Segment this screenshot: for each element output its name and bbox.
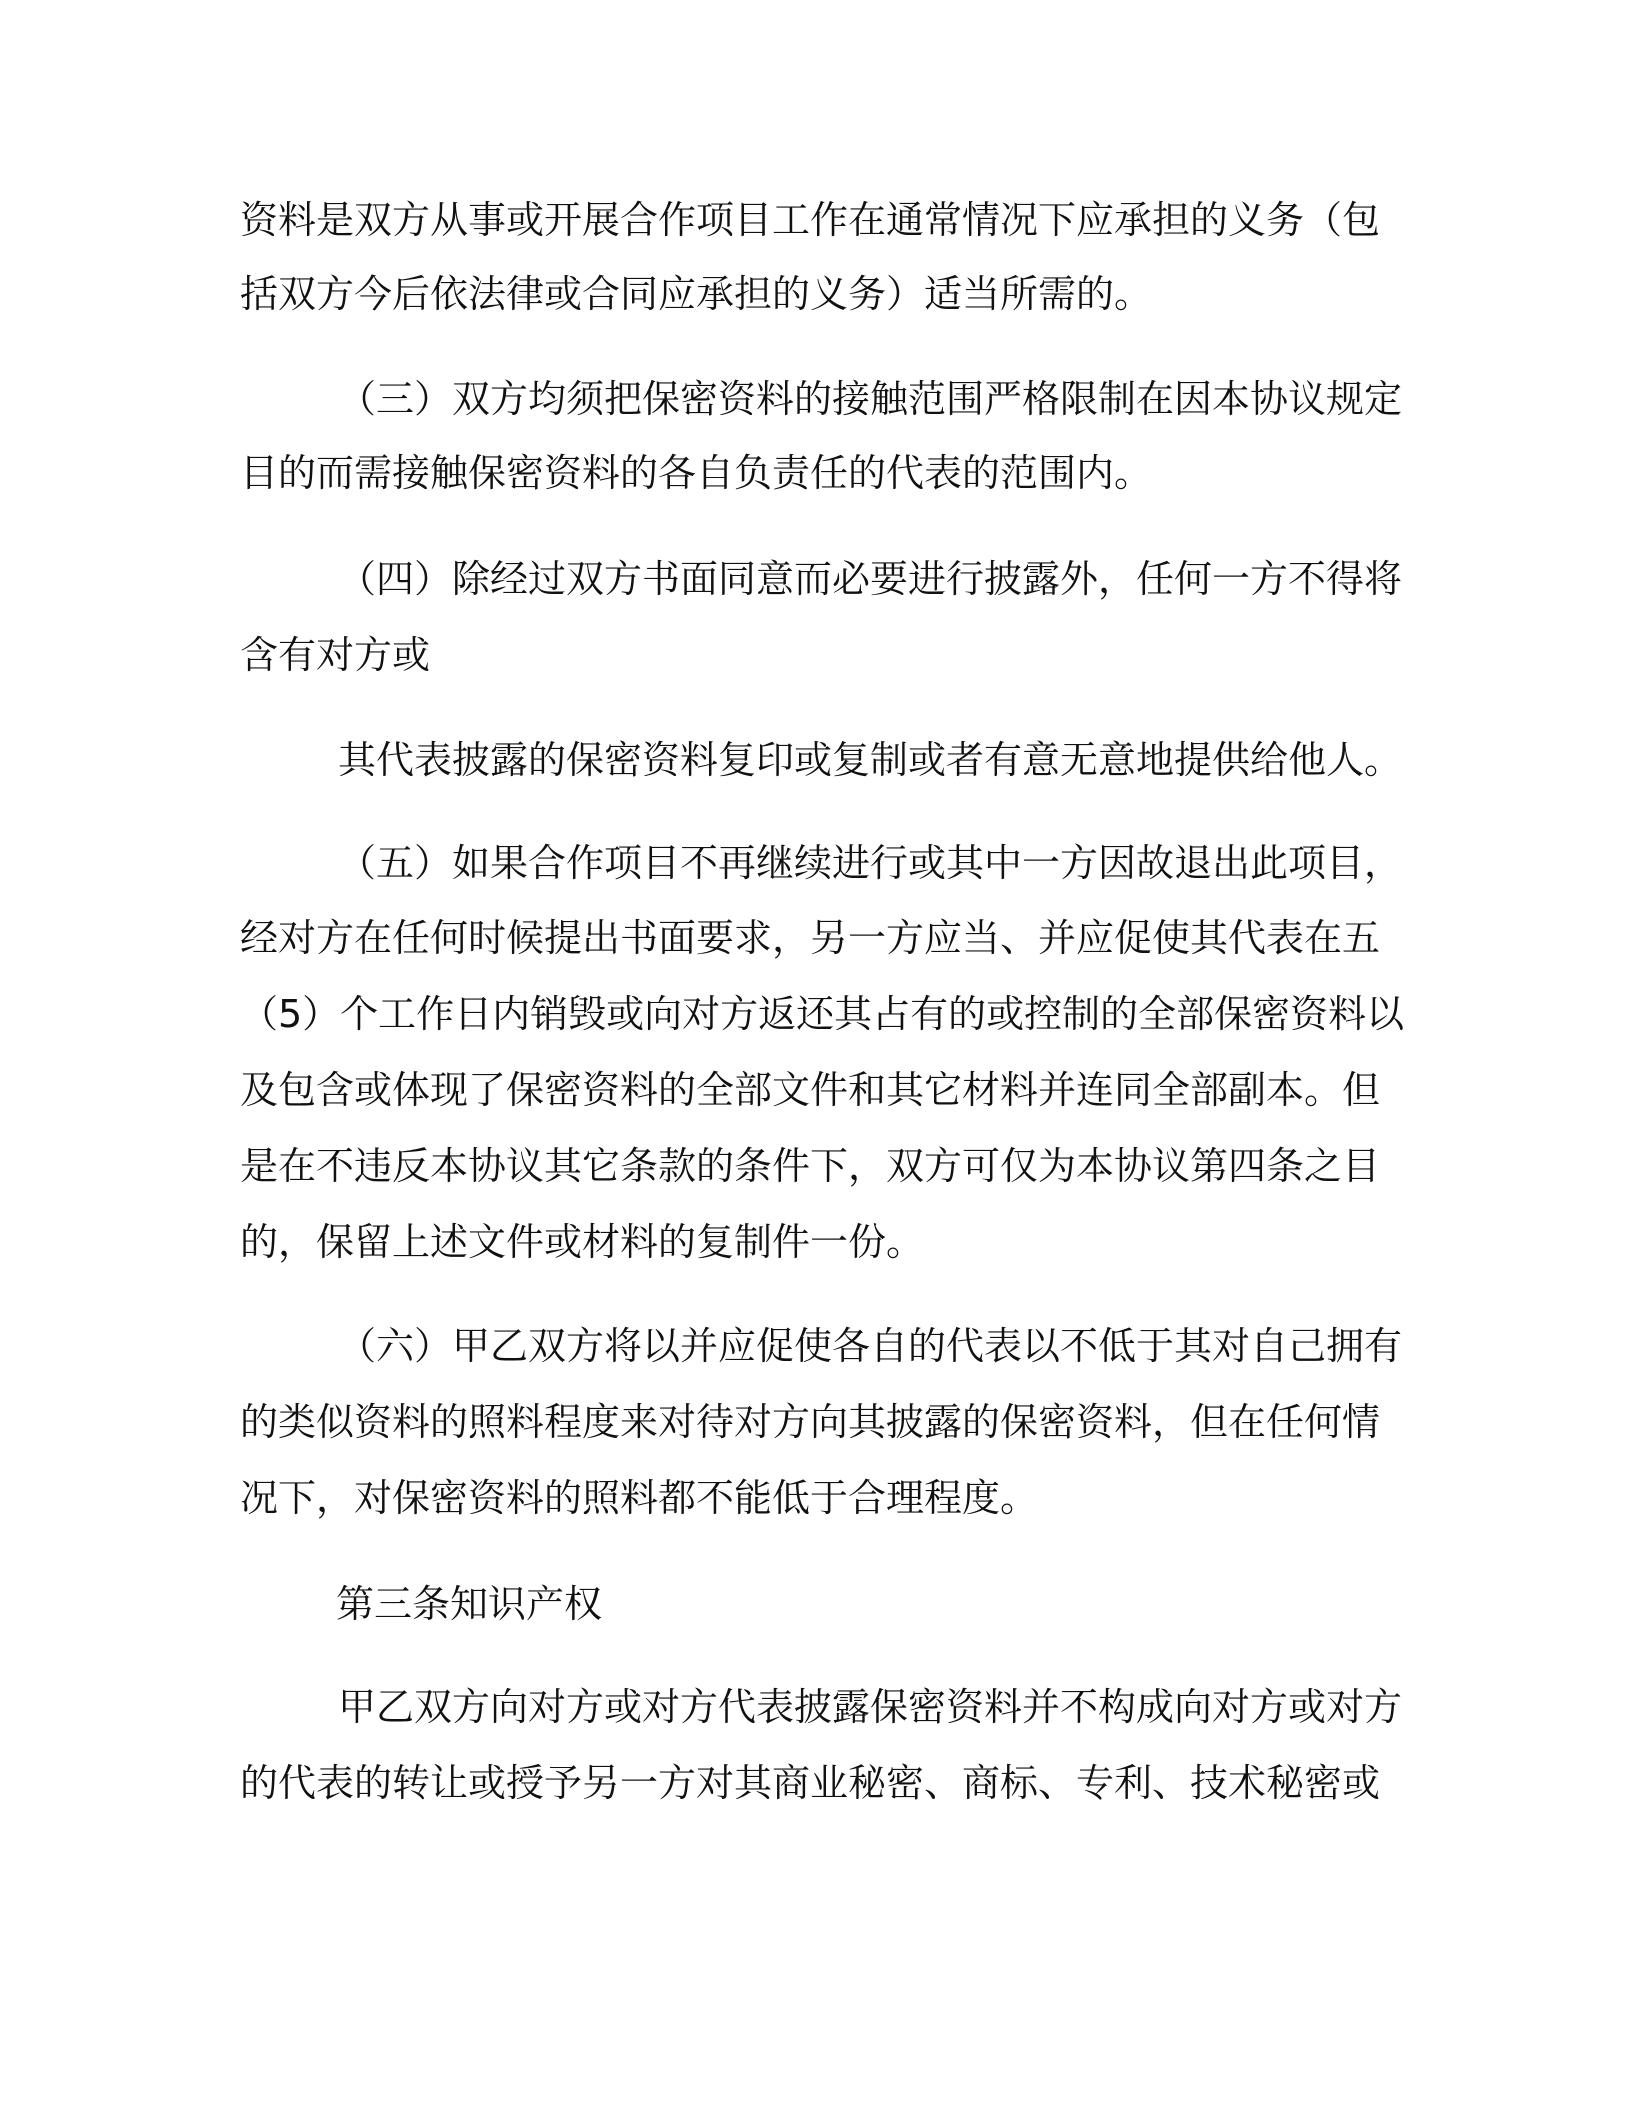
clause-four-line-1: （四）除经过双方书面同意而必要进行披露外，任何一方不得将 — [338, 557, 1403, 601]
clause-five-line-6: 的，保留上述文件或材料的复制件一份。 — [240, 1220, 925, 1264]
paragraph-line-1: 资料是双方从事或开展合作项目工作在通常情况下应承担的义务（包 — [240, 198, 1381, 242]
clause-three-line-1: （三）双方均须把保密资料的接触范围严格限制在因本协议规定 — [338, 377, 1403, 421]
section-heading: 第三条知识产权 — [336, 1582, 603, 1626]
clause-five-line-3: （5）个工作日内销毁或向对方返还其占有的或控制的全部保密资料以 — [240, 992, 1405, 1036]
clause-three-line-2: 目的而需接触保密资料的各自负责任的代表的范围内。 — [240, 451, 1153, 495]
clause-five-line-2: 经对方在任何时候提出书面要求，另一方应当、并应促使其代表在五 — [240, 916, 1381, 960]
clause-five-line-5: 是在不违反本协议其它条款的条件下，双方可仅为本协议第四条之目 — [240, 1144, 1381, 1188]
clause-four-line-2: 含有对方或 — [240, 633, 431, 677]
ip-paragraph-line-1: 甲乙双方向对方或对方代表披露保密资料并不构成向对方或对方 — [338, 1685, 1403, 1729]
clause-four-continuation: 其代表披露的保密资料复印或复制或者有意无意地提供给他人。 — [338, 738, 1403, 782]
clause-six-line-1: （六）甲乙双方将以并应促使各自的代表以不低于其对自己拥有 — [338, 1324, 1403, 1368]
paragraph-line-2: 括双方今后依法律或合同应承担的义务）适当所需的。 — [240, 272, 1153, 316]
clause-six-line-2: 的类似资料的照料程度来对待对方向其披露的保密资料，但在任何情 — [240, 1400, 1381, 1444]
ip-paragraph-line-2: 的代表的转让或授予另一方对其商业秘密、商标、专利、技术秘密或 — [240, 1761, 1381, 1805]
clause-six-line-3: 况下，对保密资料的照料都不能低于合理程度。 — [240, 1476, 1039, 1520]
clause-five-line-1: （五）如果合作项目不再继续进行或其中一方因故退出此项目， — [338, 841, 1403, 885]
clause-five-line-4: 及包含或体现了保密资料的全部文件和其它材料并连同全部副本。但 — [240, 1068, 1381, 1112]
